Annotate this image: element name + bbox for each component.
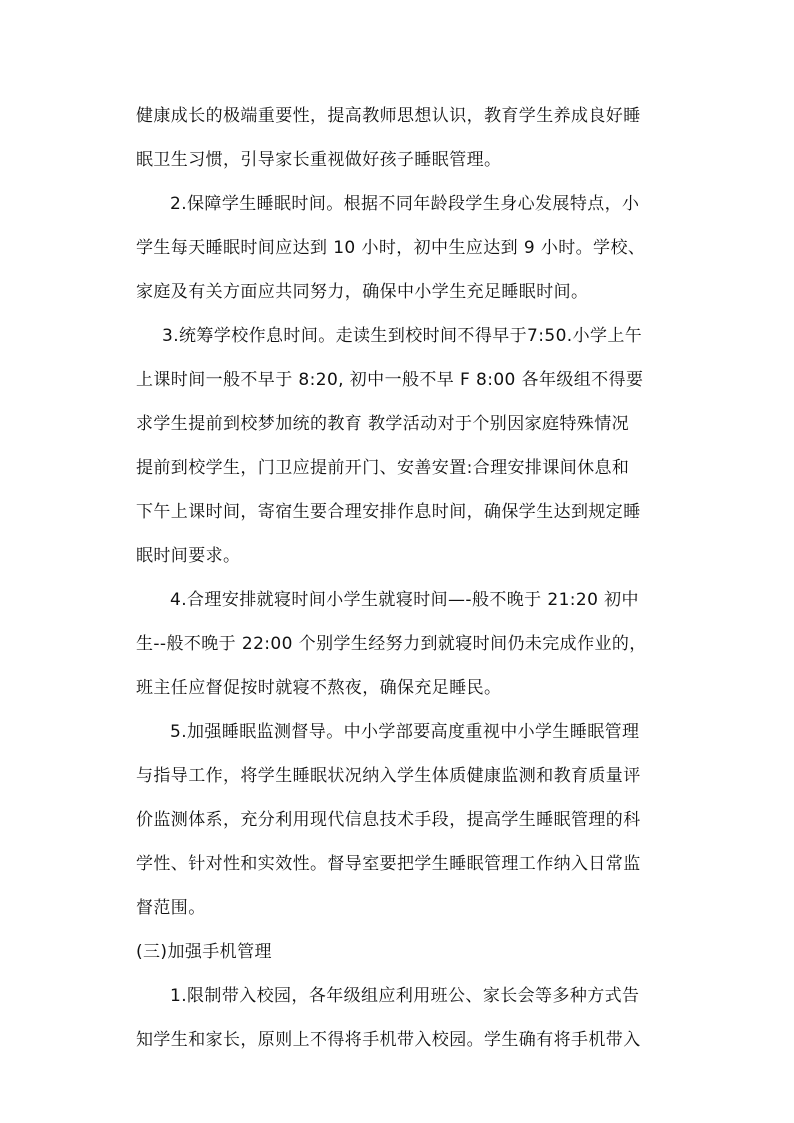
body-line: 家庭及有关方面应共同努力，确保中小学生充足睡眠时间。 (136, 282, 589, 302)
list-item-2-line: 2.保障学生睡眠时间。根据不同年龄段学生身心发展特点，小 (170, 194, 640, 214)
body-line: 知学生和家长，原则上不得将手机带入校园。学生确有将手机带入 (136, 1030, 641, 1050)
body-line: 眠卫生习惯，引导家长重视做好孩子睡眠管理。 (136, 150, 502, 170)
body-line: 价监测体系，充分利用现代信息技术手段，提高学生睡眠管理的科 (136, 810, 641, 830)
body-line: 上课时间一般不早于 8:20, 初中一般不早 F 8:00 各年级组不得要 (136, 370, 644, 390)
body-line: 健康成长的极端重要性，提高教师思想认识，教育学生养成良好睡 (136, 106, 641, 126)
body-line: 下午上课时间，寄宿生要合理安排作息时间，确保学生达到规定睡 (136, 502, 641, 522)
list-item-1-line: 1.限制带入校园，各年级组应利用班公、家长会等多种方式告 (170, 986, 640, 1006)
body-line: 生--般不晚于 22:00 个别学生经努力到就寝时间仍未完成作业的， (136, 634, 647, 654)
body-line: 提前到校学生，门卫应提前开门、安善安置:合理安排课间休息和 (136, 458, 630, 478)
body-line: 学性、针对性和实效性。督导室要把学生睡眠管理工作纳入日常监 (136, 854, 641, 874)
list-item-4-line: 4.合理安排就寝时间小学生就寝时间—-般不晚于 21:20 初中 (170, 590, 639, 610)
section-heading: (三)加强手机管理 (136, 942, 272, 962)
body-line: 与指导工作，将学生睡眠状况纳入学生体质健康监测和教育质量评 (136, 766, 641, 786)
list-item-5-line: 5.加强睡眠监测督导。中小学部要高度重视中小学生睡眠管理 (170, 722, 640, 742)
body-line: 班主任应督促按时就寝不熬夜，确保充足睡民。 (136, 678, 502, 698)
body-line: 学生每天睡眠时间应达到 10 小时，初中生应达到 9 小时。学校、 (136, 238, 646, 258)
document-body (136, 94, 684, 1062)
body-line: 督范围。 (136, 898, 206, 918)
body-line: 求学生提前到校梦加统的教育 教学活动对于个别因家庭特殊情况 (136, 414, 630, 434)
body-line: 眠时间要求。 (136, 546, 241, 566)
list-item-3-line: 3.统筹学校作息时间。走读生到校时间不得早于7:50.小学上午 (162, 326, 643, 346)
